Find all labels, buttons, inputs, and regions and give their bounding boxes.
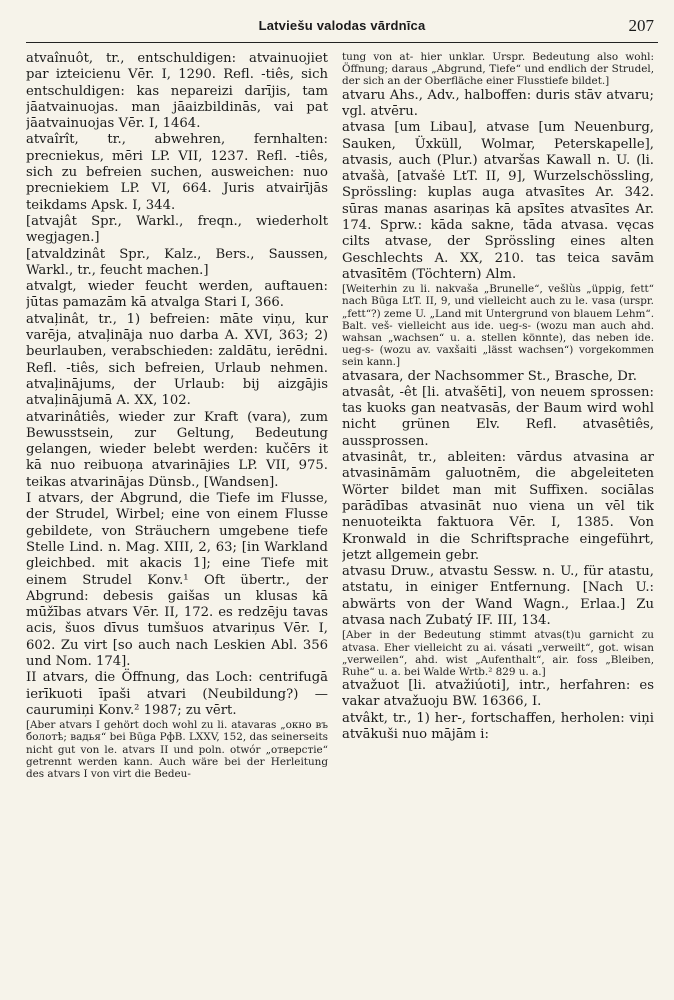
dictionary-entry: atvažuot [li. atvažiúoti], intr., herfahren: es vakar atvažuoju BW. 16366, I. <box>342 678 654 710</box>
dictionary-entry: atvasinât, tr., ableiten: vārdus atvasina ar atvasināmām galuotnēm, die abgeleiteten Wörter bildet man mit Suffixen. sociālas parādības atvasināt nuo viena un vēl tik nenuoteikta faktuora Vēr. I, 1385. Von Kronwald in die Schriftsprache eingeführt, jetzt allgemein gebr. <box>342 450 654 563</box>
dictionary-entry: atvâkt, tr., 1) her-, fortschaffen, herholen: viņi atvākuši nuo mājām i: <box>342 710 654 743</box>
left-column <box>26 51 328 991</box>
dictionary-entry: atvaru Ahs., Adv., halboffen: duris stāv atvaru; vgl. atvēru. <box>342 87 654 119</box>
dictionary-entry: atvasara, der Nachsommer St., Brasche, Dr. <box>342 368 637 384</box>
dictionary-entry: atvaļinât, tr., 1) befreien: māte viņu, kur varēja, atvaļināja nuo darba A. XVI, 363; 2) beurlauben, verabschieden: zaldātu, ierēdni. Refl. -tiês, sich befreien, Urlaub nehmen. atvaļinājums, der Urlaub: bij aizgājis atvaļinājumā A. XX, 102. <box>26 311 328 409</box>
etymology-note: [Aber atvars I gehört doch wohl zu li. atavaras „окно въ болотѣ; вадья“ bei Būga РфВ. LXXV, 152, das seinerseits nicht gut von le. atvars II und poln. otwór „отверстіе“ getrennt werden kann. Auch wäre bei der Herleitung des atvars I von virt die Bedeu- <box>26 719 328 780</box>
dictionary-entry: atvasa [um Libau], atvase [um Neuenburg, Sauken, Üxküll, Wolmar, Peterskapelle], atvasis, auch (Plur.) atvaršas Kawall n. U. (li. atvašà, [atvašė LtT. II, 9], Wurzelschössling, Sprössling: kuplas auga atvasītes Ar. 342. sūras manas asariņas kā apsītes atvasītes Ar. 174. Sprw.: kāda sakne, tāda atvasa. vęcas cilts atvase, der Sprössling eines alten Geschlechts A. XX, 210. tas teica savām atvasītēm (Töchtern) Alm. <box>342 120 654 282</box>
dictionary-entry: atvarinâtiês, wieder zur Kraft (vara), zum Bewusstsein, zur Geltung, Bedeutung gelangen, wieder belebt werden: kučērs it kā nuo reibuoņa atvarinājies LP. VII, 975. teikas atvarinājas Dünsb., [Wandsen]. <box>26 409 328 490</box>
etymology-note: [Aber in der Bedeutung stimmt atvas(t)u garnicht zu atvasa. Eher vielleicht zu ai. vásati „verweilt“, got. wisan „verweilen“, ahd. wist „Aufenthalt“, air. foss „Bleiben, Ruhe“ u. a. bei Walde Wrtb.² 829 u. a.] <box>342 629 654 678</box>
dictionary-entry: I atvars, der Abgrund, die Tiefe im Flusse, der Strudel, Wirbel; eine von einem Flusse gebildete, von Sträuchern umgebene tiefe Stelle Lind. n. Mag. XIII, 2, 63; [in Warkland gleichbed. mit akacis 1]; eine Tiefe mit einem Strudel Konv.¹ Oft übertr., der Abgrund: debesis gaišas un klusas kā mūžības atvars Vēr. II, 172. es redzēju tavas acis, šuos dīvus tumšuos atvariņus Vēr. I, 602. Zu virt [so auch nach Leskien Abl. 356 und Nom. 174]. <box>26 491 328 669</box>
right-column <box>342 51 654 991</box>
two-column-body <box>26 51 658 991</box>
page-number: 207 <box>628 16 654 35</box>
dictionary-entry: [atvaldzinât Spr., Kalz., Bers., Saussen, Warkl., tr., feucht machen.] <box>26 246 328 278</box>
dictionary-entry: atvasât, -êt [li. atvašēti], von neuem sprossen: tas kuoks gan neatvasās, der Baum wird wohl nicht grünen Elv. Refl. atvasêtiês, aussprossen. <box>342 384 654 449</box>
dictionary-entry: atvaîrît, tr., abwehren, fernhalten: precniekus, mēri LP. VII, 1237. Refl. -tiês, sich zu befreien suchen, ausweichen: nuo precniekiem LP. VI, 664. Juris atvairījās teikdams Apsk. I, 344. <box>26 132 328 213</box>
dictionary-entry: II atvars, die Öffnung, das Loch: centrifugā ierīkuoti īpaši atvari (Neubildung?) — caurumiņi Konv.² 1987; zu vērt. <box>26 670 328 718</box>
dictionary-entry: atvaînuôt, tr., entschuldigen: atvainuojiet par izteicienu Vēr. I, 1290. Refl. -tiês, sich entschuldigen: kas nepareizi darījis, tam jāatvainuojas. man jāaizbildinās, vai pat jāatvainuojas Vēr. I, 1464. <box>26 51 328 132</box>
page-title: Latviešu valodas vārdnīca <box>258 18 426 33</box>
etymology-note: [Weiterhin zu li. nakvaša „Brunelle“, vešlùs „üppig, fett“ nach Būga LtT. II, 9, und vielleicht auch zu le. vasa (urspr. „fett“?) zeme U. „Land mit Untergrund von blauem Lehm“. Balt. veš- vielleicht aus ide. ueg-s- (wozu man auch ahd. wahsan „wachsen“ u. a. stellen könnte), das neben ide. ueg-s- (wozu av. vaxšaiti „lässt wachsen“) vorgekommen sein kann.] <box>342 283 654 369</box>
dictionary-entry: atvasu Druw., atvastu Sessw. n. U., für atastu, atstatu, in einiger Entfernung. [Nach U.: abwärts von der Wand Wagn., Erlaa.] Zu atvasa nach Zubatý IF. III, 134. <box>342 564 654 629</box>
dictionary-entry: atvalgt, wieder feucht werden, auftauen: jūtas pamazām kā atvalga Stari I, 366. <box>26 279 328 311</box>
etymology-note: tung von at- hier unklar. Urspr. Bedeutung also wohl: Öffnung; daraus „Abgrund, Tiefe“ und endlich der Strudel, der sich an der Oberfläche einer Flusstiefe bildet.] <box>342 51 654 88</box>
page-header <box>26 12 658 43</box>
dictionary-entry: [atvajât Spr., Warkl., freqn., wiederholt wegjagen.] <box>26 213 328 246</box>
